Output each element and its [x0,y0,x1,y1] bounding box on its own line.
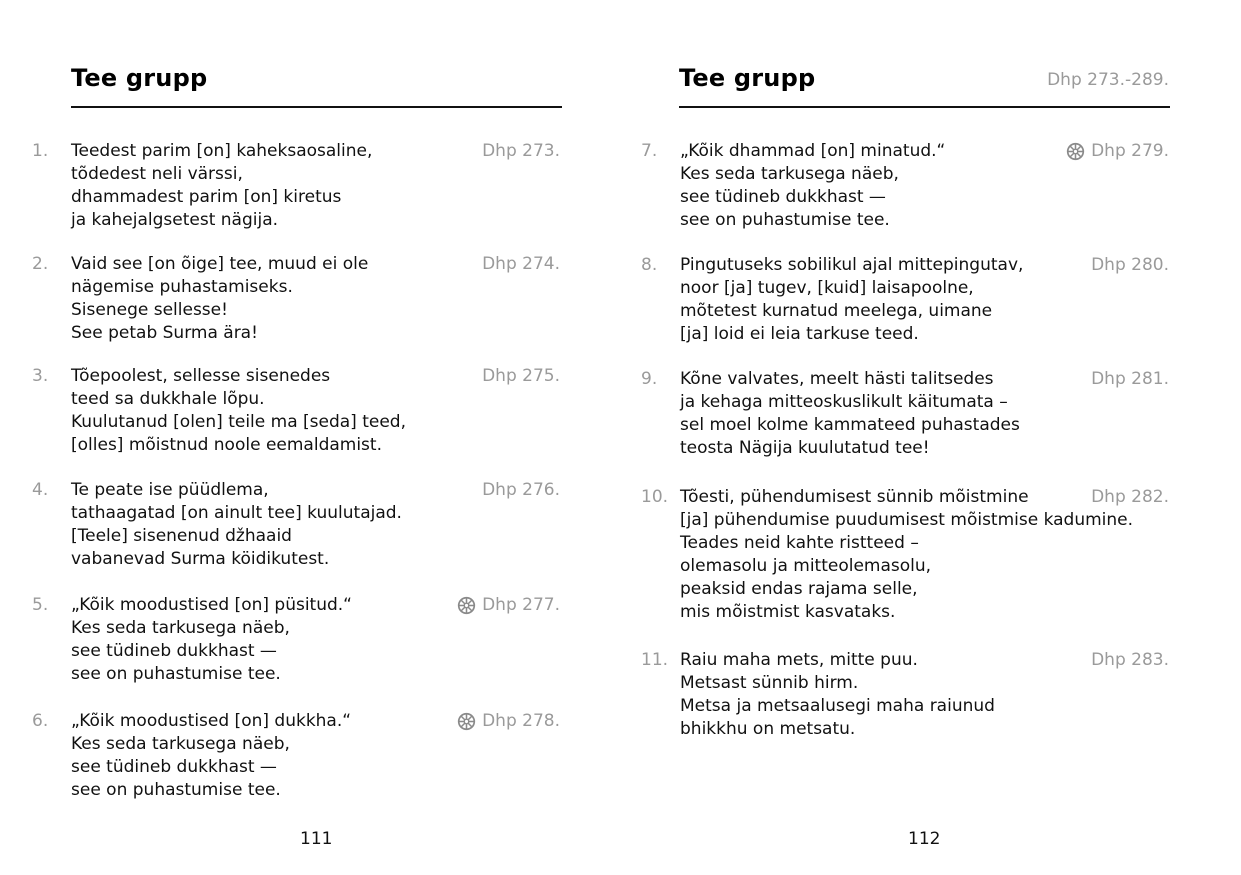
verse-reference-text: Dhp 275. [482,366,560,386]
verse-number: 6. [32,711,49,731]
verse-line: Teades neid kahte ristteed – [680,533,919,553]
verse-reference-text: Dhp 283. [1091,650,1169,670]
verse-reference [1091,649,1169,672]
verse-reference [457,710,560,733]
verse-number: 1. [32,141,49,161]
verse-reference-text: Dhp 278. [482,711,560,731]
verse-line: ja kehaga mitteoskuslikult käitumata – [680,392,1008,412]
verse-reference [1091,254,1169,277]
right-page [620,0,1241,875]
verse-line: see on puhastumise tee. [71,780,281,800]
verse-line: Kõne valvates, meelt hästi talitsedes [680,369,994,389]
verse-line: see on puhastumise tee. [71,664,281,684]
verse-reference [482,479,560,502]
verse [32,710,562,802]
verse [32,594,562,686]
verse-line: Raiu maha mets, mitte puu. [680,650,918,670]
verse-line: „Kõik moodustised [on] dukkha.“ [71,711,352,731]
verse-line: noor [ja] tugev, [kuid] laisapoolne, [680,278,974,298]
verse [641,486,1171,624]
verse-line: Kes seda tarkusega näeb, [71,618,290,638]
verse-number: 9. [641,369,658,389]
verse-reference-text: Dhp 281. [1091,369,1169,389]
page-title: Tee grupp [71,64,208,92]
verse-line: mõtetest kurnatud meelega, uimane [680,301,993,321]
verse-line: Kes seda tarkusega näeb, [680,164,899,184]
verse-line: Metsast sünnib hirm. [680,673,859,693]
verse-number: 4. [32,480,49,500]
verse-line: tõdedest neli värssi, [71,164,243,184]
verse-line: Kuulutanud [olen] teile ma [seda] teed, [71,412,406,432]
verse-number: 2. [32,254,49,274]
left-page [0,0,620,875]
dharma-wheel-icon [457,712,476,731]
verse-line: mis mõistmist kasvataks. [680,602,896,622]
verse [32,365,562,457]
verse-line: bhikkhu on metsatu. [680,719,856,739]
verse-reference [482,365,560,388]
verse-reference-text: Dhp 273. [482,141,560,161]
verse-line: sel moel kolme kammateed puhastades [680,415,1020,435]
verse-line: Tõepoolest, sellesse sisenedes [71,366,331,386]
verse-line: [Teele] sisenenud džhaaid [71,526,292,546]
verse-line: Sisenege sellesse! [71,300,228,320]
verse-line: peaksid endas rajama selle, [680,579,918,599]
dharma-wheel-icon [1066,142,1085,161]
verse-reference-text: Dhp 282. [1091,487,1169,507]
title-rule [71,106,562,108]
page-number: 111 [300,829,333,849]
page-number: 112 [908,829,941,849]
verse [641,140,1171,232]
verse-line: Metsa ja metsaalusegi maha raiunud [680,696,995,716]
verse-line: see tüdineb dukkhast — [71,641,277,661]
dharma-wheel-icon [457,596,476,615]
verse-reference [1066,140,1169,163]
verse [641,649,1171,741]
verse-number: 8. [641,255,658,275]
verse-number: 11. [641,650,669,670]
verse [32,479,562,571]
verse-line: Teedest parim [on] kaheksaosaline, [71,141,373,161]
verse [32,253,562,345]
verse-reference [1091,368,1169,391]
title-rule [679,106,1170,108]
verse-reference-text: Dhp 274. [482,254,560,274]
verse-line: [ja] pühendumise puudumisest mõistmise kadumine. [680,510,1134,530]
verse-reference-text: Dhp 277. [482,595,560,615]
verse-line: [ja] loid ei leia tarkuse teed. [680,324,919,344]
verse-reference-text: Dhp 276. [482,480,560,500]
verse-number: 5. [32,595,49,615]
verse-line: [olles] mõistnud noole eemaldamist. [71,435,382,455]
verse [641,254,1171,346]
verse-line: ja kahejalgsetest nägija. [71,210,279,230]
verse-number: 10. [641,487,669,507]
verse-line: See petab Surma ära! [71,323,258,343]
verse-range: Dhp 273.-289. [1047,70,1169,90]
verse-reference [1091,486,1169,509]
verse-line: nägemise puhastamiseks. [71,277,293,297]
verse-reference [457,594,560,617]
verse [641,368,1171,460]
verse-line: teosta Nägija kuulutatud tee! [680,438,930,458]
verse-reference-text: Dhp 279. [1091,141,1169,161]
verse-line: vabanevad Surma köidikutest. [71,549,330,569]
verse-line: teed sa dukkhale lõpu. [71,389,265,409]
verse-line: Vaid see [on õige] tee, muud ei ole [71,254,369,274]
verse-number: 3. [32,366,49,386]
verse-number: 7. [641,141,658,161]
verse-line: olemasolu ja mitteolemasolu, [680,556,932,576]
verse-line: dhammadest parim [on] kiretus [71,187,342,207]
verse-line: Tõesti, pühendumisest sünnib mõistmine [680,487,1029,507]
page-title: Tee grupp [679,64,816,92]
verse-line: Pingutuseks sobilikul ajal mittepingutav, [680,255,1024,275]
verse-line: see on puhastumise tee. [680,210,890,230]
verse-reference [482,140,560,163]
verse-reference [482,253,560,276]
verse-line: „Kõik moodustised [on] püsitud.“ [71,595,352,615]
verse-line: see tüdineb dukkhast — [680,187,886,207]
verse [32,140,562,232]
verse-line: „Kõik dhammad [on] minatud.“ [680,141,946,161]
verse-reference-text: Dhp 280. [1091,255,1169,275]
verse-line: tathaagatad [on ainult tee] kuulutajad. [71,503,402,523]
verse-line: see tüdineb dukkhast — [71,757,277,777]
verse-line: Kes seda tarkusega näeb, [71,734,290,754]
verse-line: Te peate ise püüdlema, [71,480,269,500]
